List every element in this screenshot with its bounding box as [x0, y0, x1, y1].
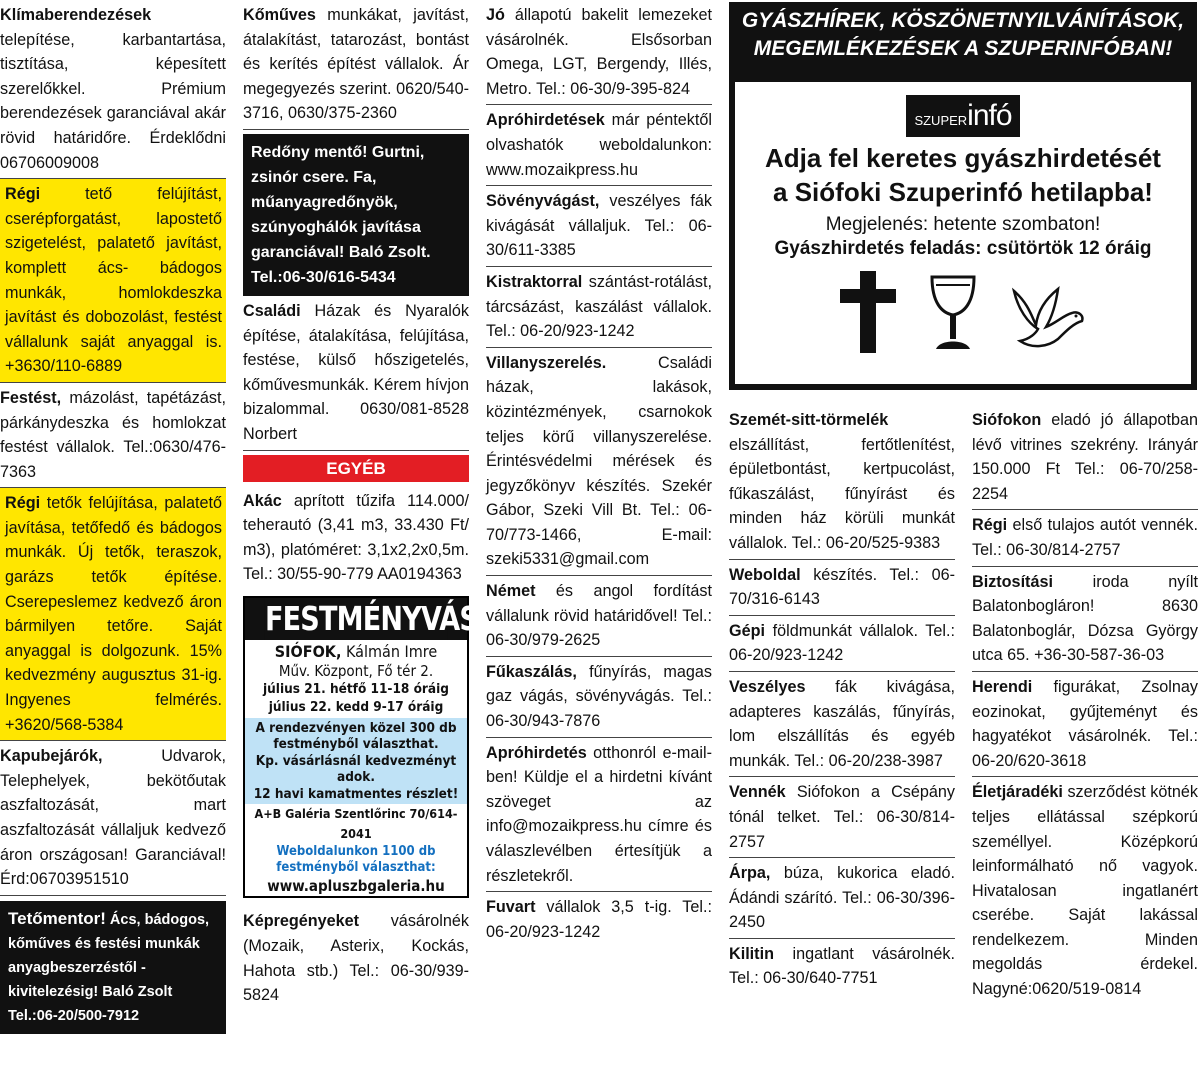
festmenyvasar-offer: A rendezvényen közel 300 db festményből választhat. Kp. vásárlásnál kedvezményt adok. 12 havi kamatmentes részlet!: [245, 718, 467, 805]
classified-ad: Családi Házak és Nyaralók építése, átalakítása, felújítása, festése, külső hőszigetelés, kőművesmunkák. Kérem hívjon bizalommal. 0630/081-8528 Norbert: [243, 296, 469, 451]
column-5: [972, 405, 1198, 1005]
gyasz-feladas: Gyászhirdetés feladás: csütörtök 12 óráig: [774, 238, 1152, 259]
festmenyvasar-title: FESTMÉNYVÁSÁR: [264, 598, 519, 638]
classified-ad: Árpa, búza, kukorica eladó. Ádándi szárító. Tel.: 06-30/396-2450: [729, 858, 955, 939]
classified-ad: Akác aprított tűzifa 114.000/ teherautó (3,41 m3, 33.430 Ft/ m3), platóméret: 3,1x2,2x0,5m. Tel.: 30/55-90-779 AA0194363: [243, 491, 469, 584]
classified-ad: Veszélyes fák kivágása, adapteres kaszálás, fűnyírás, lom elszállítás és egyéb munkák. Tel.: 06-20/238-3987: [729, 672, 955, 777]
dove-icon: [1008, 283, 1088, 353]
classified-ad: Német és angol fordítást vállalunk rövid határidővel! Tel.: 06-30/979-2625: [486, 576, 712, 657]
cross-icon: [838, 271, 898, 353]
classified-ad-dark: Redőny mentő! Gurtni, zsinór csere. Fa, műanyagredőnyök, szúnyoghálók javítása garanciával! Baló Zsolt. Tel.:06-30/616-5434: [243, 134, 469, 296]
classified-ad: Kilitin ingatlant vásárolnék. Tel.: 06-30/640-7751: [729, 944, 955, 988]
column-4: [729, 405, 955, 994]
gyasz-megjelenes: Megjelenés: hetente szombaton!: [825, 214, 1101, 235]
classified-ad: Klímaberendezések telepítése, karbantartása, tisztítása, képesített szerelőkkel. Prémium berendezések garanciával akár rövid határidőre. Érdeklődni 06706009008: [0, 0, 226, 179]
szuperinfo-logo: SZUPERinfó: [906, 95, 1019, 137]
classified-ad: Apróhirdetés otthonról e-mail-ben! Küldje el a hirdetni kívánt szöveget az info@mozaikpress.hu címre és válaszlevélben értesítjük a részletekről.: [486, 738, 712, 893]
column-3: [486, 0, 712, 947]
classified-ad: Apróhirdetések már péntektől olvashatók weboldalunkon: www.mozaikpress.hu: [486, 105, 712, 186]
classified-ad: Biztosítási iroda nyílt Balatonbogláron! 8630 Balatonboglár, Dózsa György utca 65. +36-30-587-36-03: [972, 567, 1198, 672]
gyaszhirek-title: GYÁSZHÍREK, KÖSZÖNETNYILVÁNÍTÁSOK, MEGEMLÉKEZÉSEK A SZUPERINFÓBAN!: [741, 9, 1185, 60]
classified-ad-highlighted: Régi tetők felújítása, palatető javítása, tetőfedő és bádogos munkák. Új tetők, teraszok, garázs tetők építése. Cserepeslemez kedvező áron bármilyen tetőre. Saját anyaggal is dolgozunk. 15% kedvezmény augusztus 31-ig. Ingyenes felmérés. +3620/568-5384: [0, 488, 226, 741]
classified-ad: Képregényeket vásárolnék (Mozaik, Asterix, Kockás, Hahota stb.) Tel.: 06-30/939-5824: [243, 912, 469, 1005]
classified-ad: Herendi figurákat, Zsolnay eozinokat, gyűjteményt és hagyatékot vásárolnék. Tel.: 06-20/620-3618: [972, 672, 1198, 777]
classified-ad: Gépi földmunkát vállalok. Tel.: 06-20/923-1242: [729, 616, 955, 672]
column-2: [243, 0, 519, 1011]
classified-ad-dark: Tetőmentor! Ács, bádogos, kőműves és festési munkák anyagbeszerzéstől -kivitelezésig! Baló Zsolt Tel.:06-20/500-7912: [0, 901, 226, 1034]
classified-ad: Régi első tulajos autót vennék. Tel.: 06-30/814-2757: [972, 510, 1198, 566]
gyasz-headline-2: a Siófoki Szuperinfó hetilapba!: [773, 177, 1153, 207]
classified-ad: Kistraktorral szántást-rotálást, tárcsázást, kaszálást vállalok. Tel.: 06-20/923-1242: [486, 267, 712, 348]
classified-ad: Jó állapotú bakelit lemezeket vásárolnék. Elsősorban Omega, LGT, Bergendy, Illés, Metro. Tel.: 06-30/9-395-824: [486, 0, 712, 105]
gyasz-headline-1: Adja fel keretes gyászhirdetését: [765, 143, 1161, 173]
classified-ad: Kőműves munkákat, javítást, átalakítást, tatarozást, bontást és kerítés építést vállalok. Ár megegyezés szerint. 0620/540-3716, 0630/375-2360: [243, 0, 469, 130]
classified-ad: Vennék Siófokon a Csépány tónál telket. Tel.: 06-30/814-2757: [729, 777, 955, 858]
classified-ad: Kapubejárók, Udvarok, Telephelyek, bekötőutak aszfaltozását, mart aszfaltozását vállaljuk kedvező áron országosan! Garanciával! Érd:06703951510: [0, 741, 226, 896]
column-1: [0, 0, 226, 1034]
festmenyvasar-ad: FESTMÉNYVÁSÁR SIÓFOK, Kálmán Imre Műv. Központ, Fő tér 2. július 21. hétfő 11-18 óráig július 22. kedd 9-17 óráig A rendezvényen közel 300 db festményből választhat. Kp. vásárlásnál kedvezményt adok. 12 havi kamatmentes részlet! A+B Galéria Szentlőrinc 70/614-2041 Weboldalunkon 1100 db festményből választhat: www.apluszbgaleria.hu: [243, 596, 469, 899]
chalice-icon: [928, 273, 978, 353]
classified-ad: Weboldal készítés. Tel.: 06-70/316-6143: [729, 560, 955, 616]
classified-ad: Villanyszerelés. Családi házak, lakások, közintézmények, csarnokok teljes körű villanyszerelése. Érintésvédelmi mérések és jegyzőkönyv készítés. Szekér Gábor, Szeki Vill Bt. Tel.: 06-70/773-1466, E-mail: szeki5331@gmail.com: [486, 348, 712, 576]
classified-ad: Szemét-sitt-törmelék elszállítást, fertőtlenítést, épületbontást, kertpucolást, fűkaszálást, fűnyírást és minden ház körüli munkát vállalok. Tel.: 06-20/525-9383: [729, 405, 955, 560]
classified-ad-highlighted: Régi tető felújítást, cserépforgatást, lapostető szigetelést, palatető javítást, komplett ács- bádogos munkák, homlokdeszka javítást és dobozolást, festést vállalunk saját anyaggal is. +3630/110-6889: [0, 179, 226, 383]
section-header-egyeb: EGYÉB: [243, 455, 469, 482]
classified-ad: Fuvart vállalok 3,5 t-ig. Tel.: 06-20/923-1242: [486, 898, 712, 941]
classified-ad: Fűkaszálás, fűnyírás, magas gaz vágás, sövényvágás. Tel.: 06-30/943-7876: [486, 657, 712, 738]
classified-ad: Siófokon eladó jó állapotban lévő vitrines szekrény. Irányár 150.000 Ft Tel.: 06-70/258-2254: [972, 405, 1198, 510]
classified-ad: Festést, mázolást, tapétázást, párkánydeszka és homlokzat festést vállalok. Tel.:0630/476-7363: [0, 383, 226, 488]
gyaszhirek-box: [729, 2, 1197, 390]
classified-ad: Életjáradéki szerződést kötnék teljes ellátással szépkorú személlyel. Középkorú leinformálható nő vagyok. Hivatalosan ingatlanért cserébe. Saját lakással rendelkezem. Minden megoldás érdekel. Nagyné:0620/519-0814: [972, 783, 1198, 999]
classified-ad: Sövényvágást, veszélyes fák kivágását vállaljuk. Tel.: 06-30/611-3385: [486, 186, 712, 267]
festmenyvasar-url: www.apluszbgaleria.hu: [267, 877, 445, 896]
